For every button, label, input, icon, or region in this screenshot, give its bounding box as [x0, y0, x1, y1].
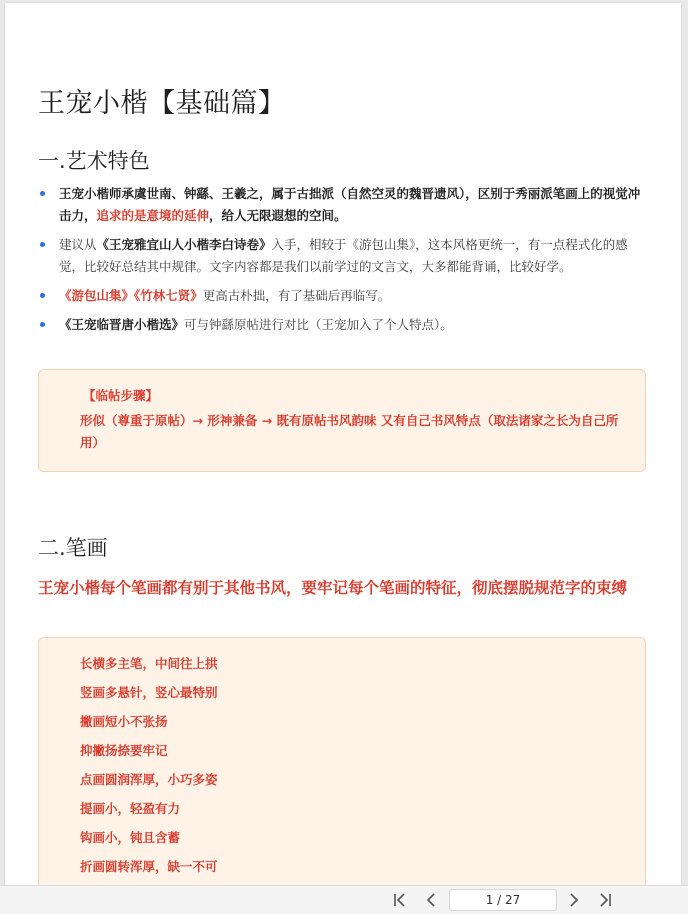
list-item [38, 234, 650, 278]
bullet-text: 建议从 [59, 237, 97, 252]
bullet-dot-icon [40, 322, 45, 327]
list-item [38, 183, 650, 227]
bullet-dot-icon [40, 191, 45, 196]
list-item: 抑撇扬捺要牢记 [80, 743, 168, 758]
document-title: 王宠小楷【基础篇】 [38, 88, 286, 119]
bullet-text: 入手，相较于《游包山集》，这本风格更统一，有一点程式化的感觉，比较好总结其中规律。文字内容都是我们以前学过的文言文，大多都能背诵，比较好学。 [59, 237, 628, 274]
first-page-icon[interactable] [389, 890, 411, 910]
section-heading-art-features: 一.艺术特色 [38, 149, 150, 173]
copying-steps-callout [38, 369, 646, 472]
list-item: 竖画多悬针，竖心最特别 [80, 685, 218, 700]
bullet-text: ，给人无限遐想的空间。 [209, 208, 347, 223]
list-item: 撇画短小不张扬 [80, 714, 168, 729]
stroke-list [80, 653, 218, 885]
bullet-highlight: 追求的是意境的延伸 [96, 208, 210, 223]
next-page-icon[interactable] [563, 890, 585, 910]
feature-bullet-list [38, 183, 650, 343]
last-page-icon[interactable] [594, 890, 616, 910]
strokes-subheading: 王宠小楷每个笔画都有别于其他书风，要牢记每个笔画的特征，彻底摆脱规范字的束缚 [38, 579, 628, 597]
list-item [38, 285, 650, 307]
page-indicator-text: 1 / 27 [485, 893, 521, 907]
callout-title: 【临帖步骤】 [83, 388, 159, 403]
bullet-book-title: 《王宠临晋唐小楷选》 [59, 317, 185, 332]
list-item [38, 314, 650, 336]
bullet-book-title: 《王宠雅宜山人小楷李白诗卷》 [96, 237, 272, 252]
bullet-text: 王宠小楷师承虞世南、钟繇、王羲之，属于古拙派（自然空灵的魏晋遗风），区别于秀丽派笔画上的视觉冲击力， [59, 186, 641, 223]
list-item: 折画圆转浑厚，缺一不可 [80, 859, 218, 874]
prev-page-icon[interactable] [420, 890, 442, 910]
list-item: 长横多主笔，中间往上拱 [80, 656, 218, 671]
bullet-text: 更高古朴拙，有了基础后再临写。 [202, 288, 391, 303]
bullet-dot-icon [40, 293, 45, 298]
list-item: 提画小，轻盈有力 [80, 801, 181, 816]
bullet-text: 可与钟繇原帖进行对比（王宠加入了个人特点）。 [184, 317, 453, 332]
section-heading-strokes: 二.笔画 [38, 536, 108, 560]
bullet-book-title: 《游包山集》《竹林七贤》 [59, 288, 203, 303]
list-item: 点画圆润浑厚，小巧多姿 [80, 772, 218, 787]
callout-body: 形似（尊重于原帖）→ 形神兼备 → 既有原帖书风韵味 又有自己书风特点（取法诸家之长为自己所用） [80, 413, 619, 450]
strokes-callout [38, 637, 646, 913]
document-page [5, 3, 681, 913]
page-indicator[interactable] [449, 889, 557, 911]
pdf-navigation-toolbar [0, 885, 688, 914]
list-item: 钩画小，钝且含蓄 [80, 830, 181, 845]
bullet-dot-icon [40, 242, 45, 247]
